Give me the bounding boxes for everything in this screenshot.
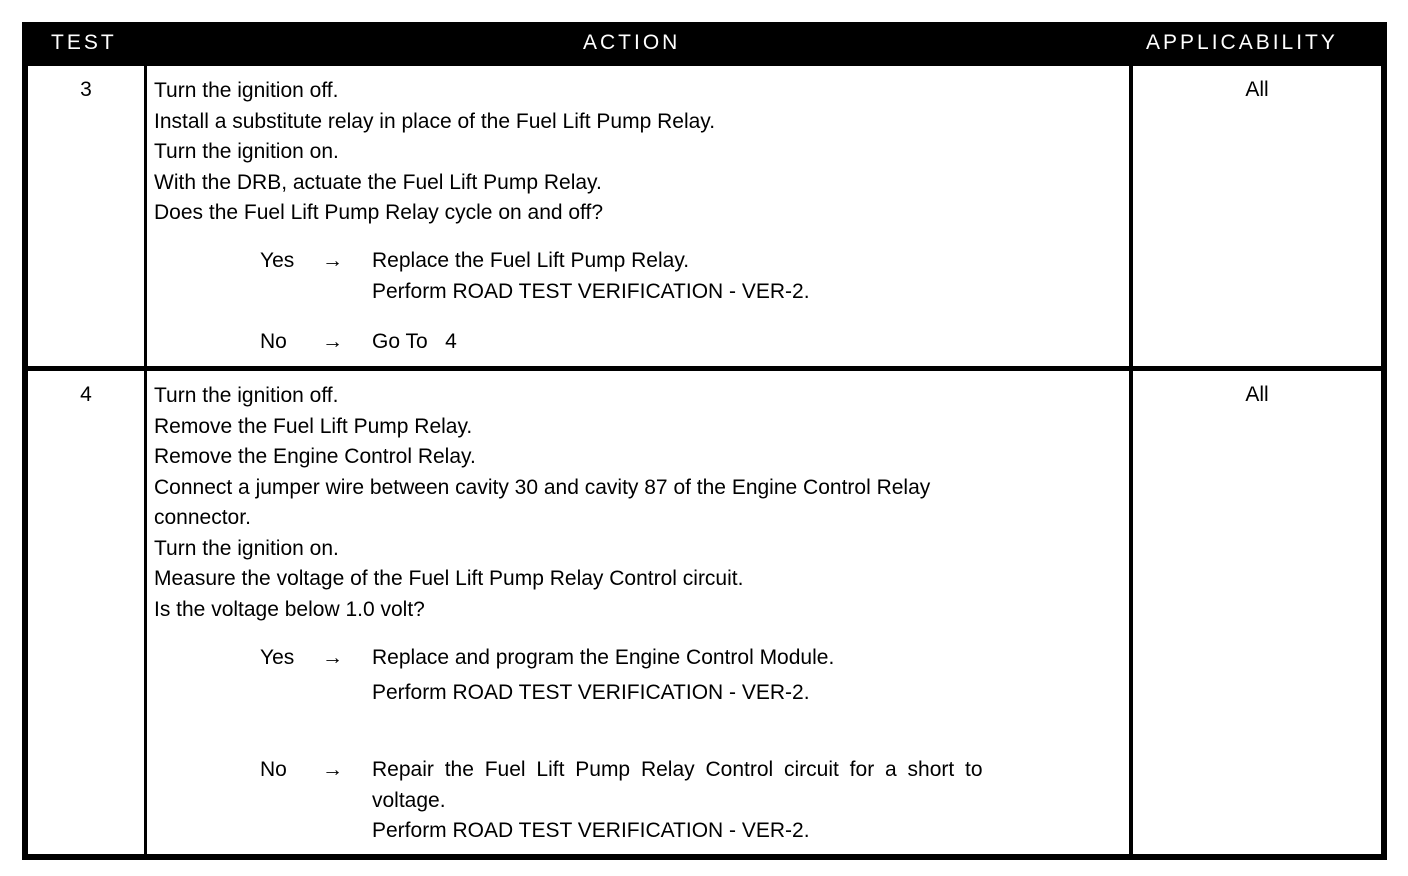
action-step: Turn the ignition on. [154,140,339,163]
action-steps [154,381,930,625]
yes-label: Yes [260,646,295,669]
arrow-right-icon: → [322,758,343,781]
outcome-line: Repair the Fuel Lift Pump Relay Control circuit for a short to [372,758,983,781]
test-number: 4 [80,383,92,406]
yes-label: Yes [260,249,295,272]
action-step: Install a substitute relay in place of the Fuel Lift Pump Relay. [154,109,716,133]
action-step: Is the voltage below 1.0 volt? [154,597,425,621]
table-header [22,22,1387,64]
action-step: Remove the Fuel Lift Pump Relay. [154,414,473,438]
test-number: 3 [80,78,92,101]
outcome-line: Perform ROAD TEST VERIFICATION - VER-2. [372,680,810,704]
row-3-action-cell [147,66,1129,366]
row-4-test-cell [28,371,144,854]
action-step: Measure the voltage of the Fuel Lift Pump Relay Control circuit. [154,567,744,590]
arrow-right-icon: → [322,330,343,353]
header-applicability: APPLICABILITY [1146,31,1338,54]
outcome-line: Replace the Fuel Lift Pump Relay. [372,249,690,272]
action-step: connector. [154,506,251,529]
outcome-line: Go To 4 [372,330,457,353]
applicability-value: All [1245,383,1269,406]
no-outcome [372,327,457,358]
outcome-line: Perform ROAD TEST VERIFICATION - VER-2. [372,819,810,842]
action-step: Turn the ignition off. [154,79,339,102]
no-outcome [372,755,983,847]
yes-outcome [372,246,810,307]
arrow-right-icon: → [322,249,343,272]
yes-outcome [372,643,834,708]
outcome-line: Perform ROAD TEST VERIFICATION - VER-2. [372,279,810,303]
action-step: Turn the ignition on. [154,536,339,560]
row-3-applicability-cell [1133,66,1381,366]
row-4-action-cell [147,371,1129,854]
outcome-line: voltage. [372,788,446,812]
action-step: Connect a jumper wire between cavity 30 and cavity 87 of the Engine Control Relay [154,475,931,499]
outcome-line: Replace and program the Engine Control Module. [372,646,835,669]
no-label: No [260,758,287,781]
header-action: ACTION [583,31,681,54]
action-step: Remove the Engine Control Relay. [154,445,476,468]
action-step: With the DRB, actuate the Fuel Lift Pump Relay. [154,170,602,194]
applicability-value: All [1245,78,1269,101]
row-3-test-cell [28,66,144,366]
header-test: TEST [51,31,117,54]
action-step: Does the Fuel Lift Pump Relay cycle on and off? [154,201,604,224]
row-4-applicability-cell [1133,371,1381,854]
action-step: Turn the ignition off. [154,384,339,407]
action-steps [154,76,715,229]
no-label: No [260,330,287,353]
arrow-right-icon: → [322,646,343,669]
diagnostic-table [22,22,1387,860]
